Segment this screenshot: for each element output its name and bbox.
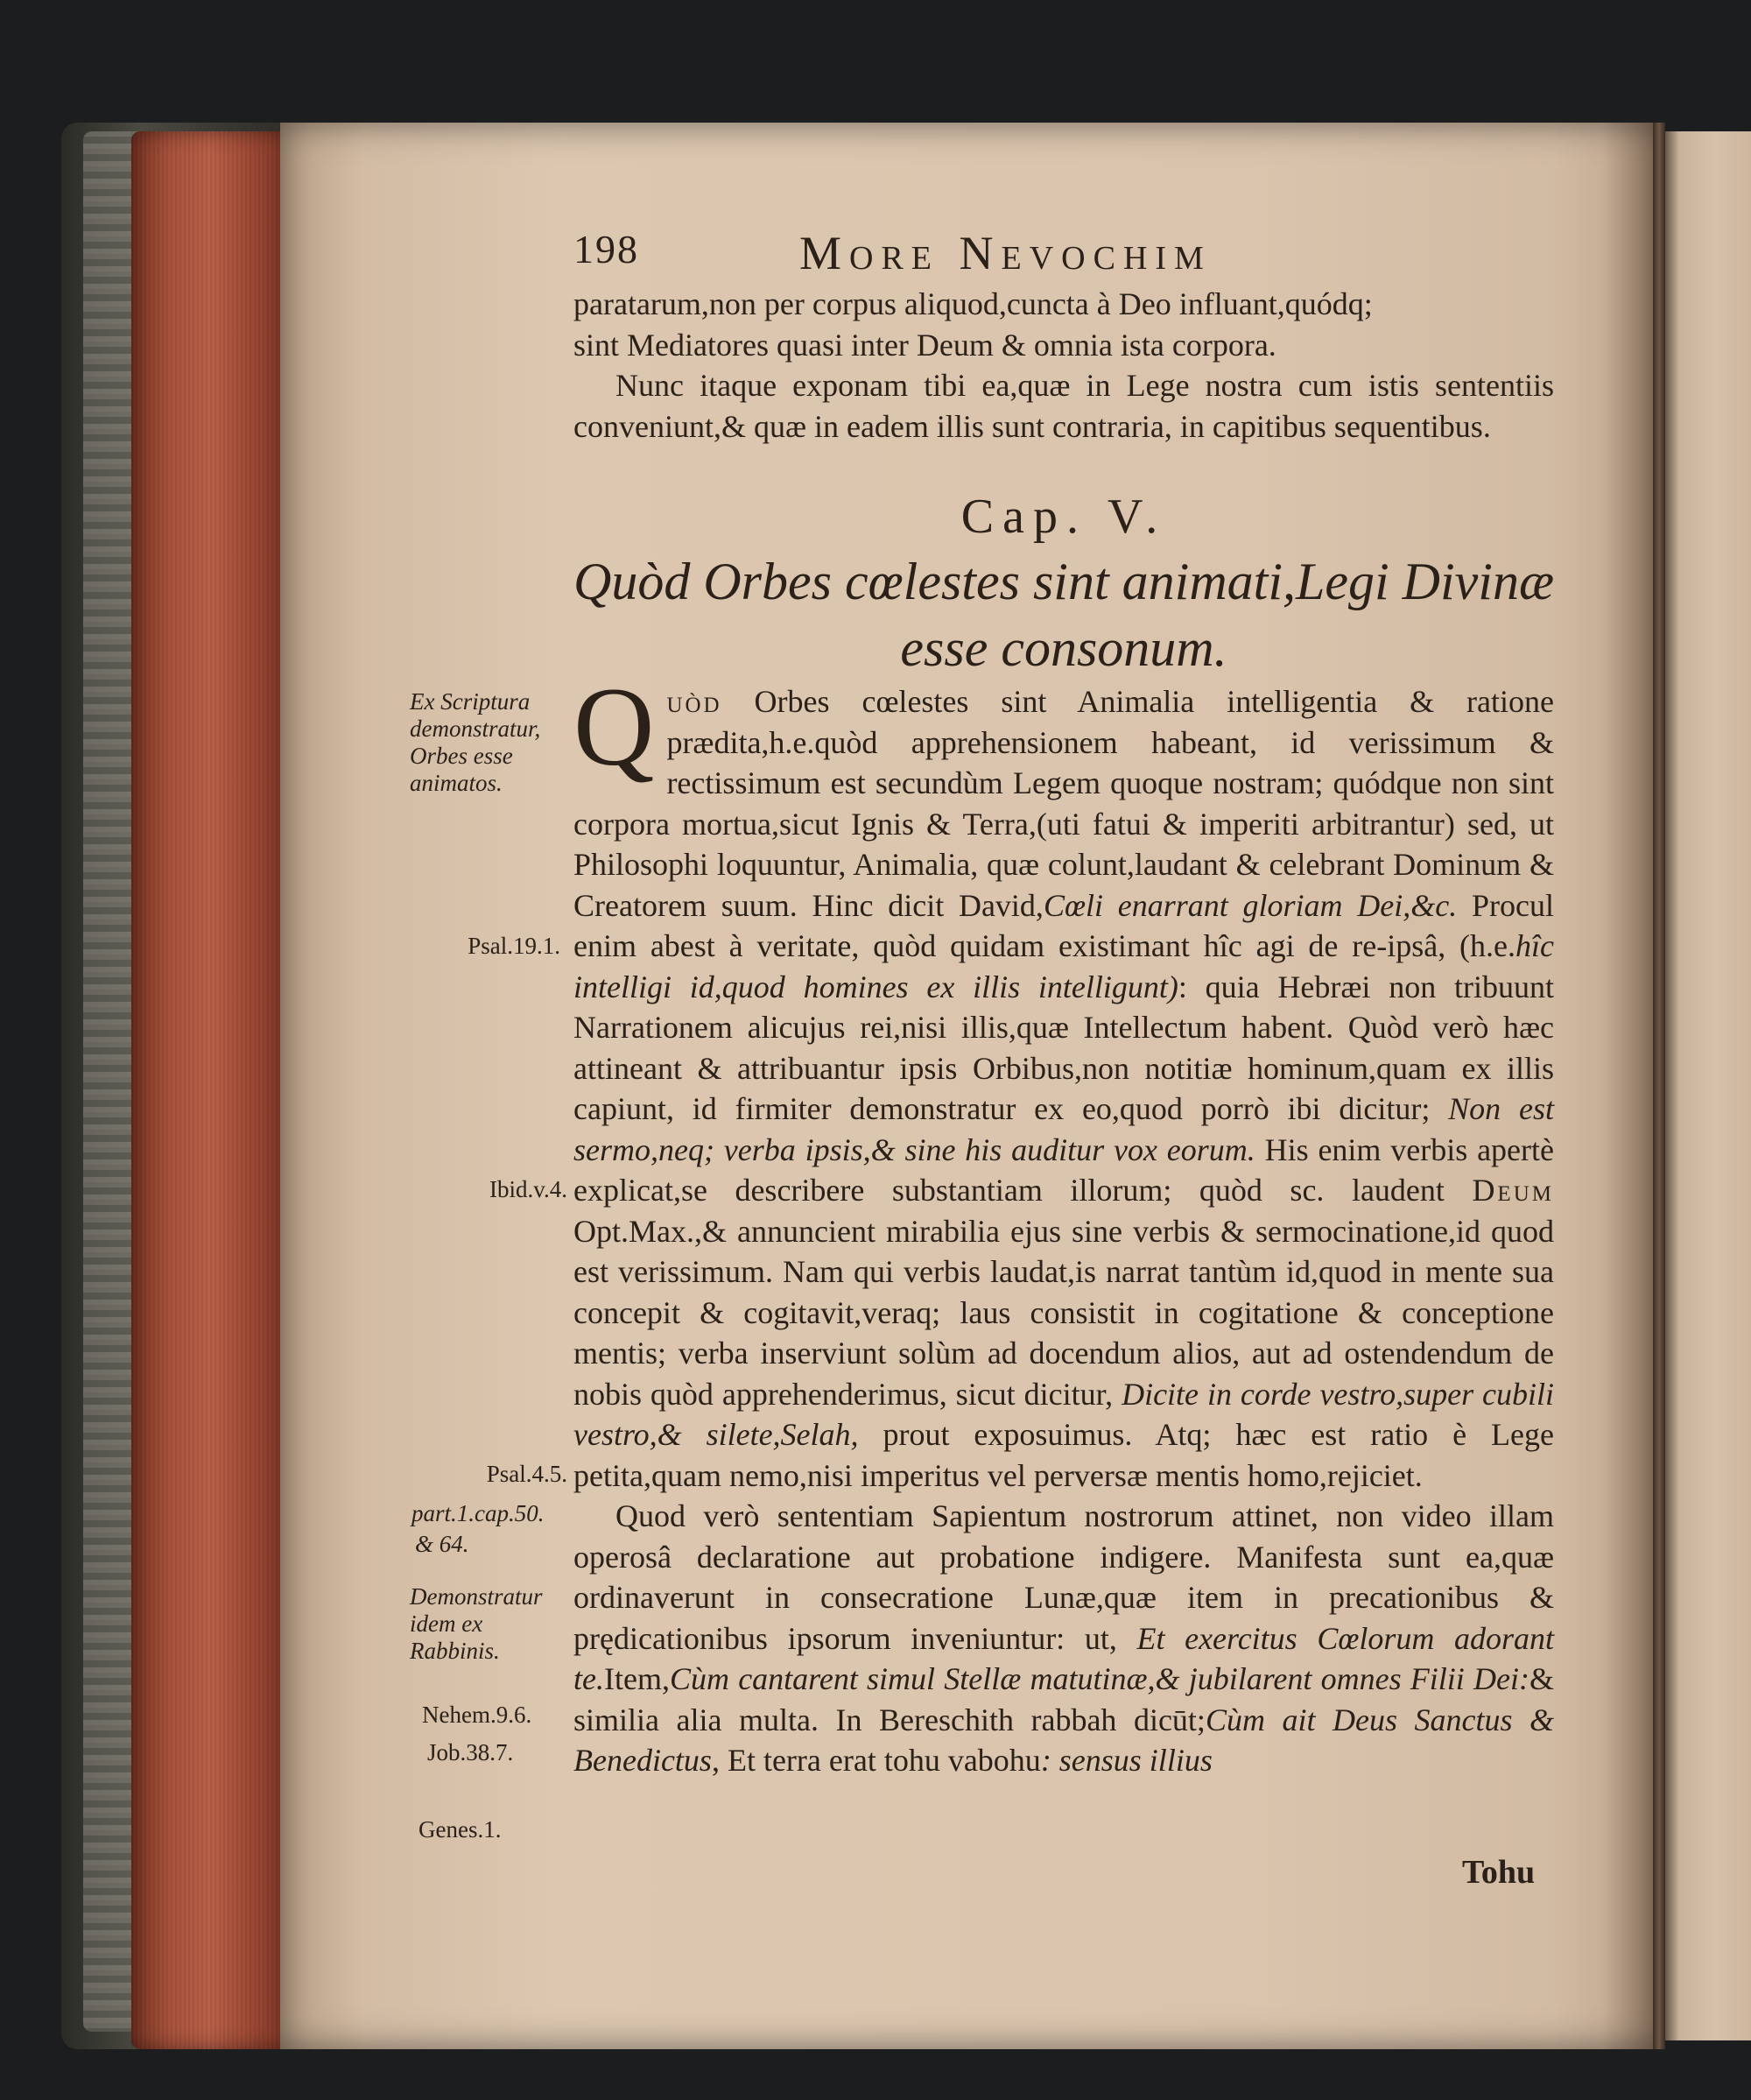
quote-intelligi: hîc intelligi id,quod homines ex illis intelligunt) — [573, 928, 1554, 1004]
intro-line-1: paratarum,non per corpus aliquod,cuncta à Deo influant,quódq; — [573, 286, 1373, 321]
paragraph-1-text-d: His enim verbis apertè explicat,se describere substantiam illorum; quòd sc. laudent — [573, 1131, 1554, 1208]
paragraph-1-text-e: Opt.Max.,& annuncient mirabilia ejus sine verbis & sermocinatione,id quod est verissimum. Nam qui verbis laudat,is narrat tantùm id,quod in mente sua concepit & cogitavit,veraq; laus consistit in cogitatione & conceptione mentis; verba inserviunt solùm ad docendum alios, aut ad ostendendum de nobis quòd apprehenderimus, sicut dicitur, — [573, 1213, 1554, 1412]
quote-cum-cantarent: Cùm cantarent simul Stellæ matutinæ,& jubilarent omnes Filii Dei: — [669, 1661, 1529, 1696]
intro-paragraph: Nunc itaque exponam tibi ea,quæ in Lege nostra cum istis sententiis conveniunt,& quæ in eadem illis sunt contraria, in capitibus sequentibus. — [573, 368, 1554, 444]
opening-small-caps: uòd — [666, 684, 722, 719]
paragraph-1-text-f: prout exposuimus. Atq; hæc est ratio è Lege petita,quam nemo,nisi imperitus vel perversæ mentis homo,rejiciet. — [573, 1417, 1554, 1493]
paragraph-2-text-b: Item, — [603, 1661, 670, 1696]
quote-dicite-in-corde: Dicite in corde vestro,super cubili vestro,& silete,Selah, — [573, 1376, 1554, 1452]
quote-non-est-sermo: Non est sermo,neq; verba ipsis,& sine his auditur vox eorum. — [573, 1091, 1554, 1167]
margin-ref-nehem: Nehem.9.6. — [422, 1702, 532, 1728]
deum-small-caps: Deum — [1472, 1173, 1554, 1208]
quote-exercitus-coelorum: Et exercitus Cœlorum adorant te. — [573, 1620, 1555, 1696]
page-number: 198 — [573, 227, 639, 271]
margin-note-rabbinis: Demonstratur idem ex Rabbinis. — [410, 1583, 543, 1664]
margin-ref-psal-4: Psal.4.5. — [486, 1461, 567, 1487]
page-header — [573, 226, 1537, 287]
quote-psalm-19: Cœli enarrant gloriam Dei,&c. — [1043, 887, 1458, 923]
intro-block — [573, 284, 1554, 447]
margin-ref-genes: Genes.1. — [418, 1816, 502, 1843]
paragraph-1-text-c: : quia Hebræi non tribuunt Narrationem alicujus rei,nisi illis,quæ Intellectum habent. Quòd verò hæc attineant & attribuantur ipsis Orbibus,non notitiæ hominum,quam ex illis capiunt, id firmiter demonstratur ex eo,quod porrò ibi dicitur; — [573, 969, 1554, 1126]
chapter-title: Quòd Orbes cœlestes sint animati,Legi Divinæ esse consonum. — [573, 553, 1554, 677]
chapter-heading: Cap. V. — [960, 490, 1167, 544]
margin-ref-part: part.1.cap.50. — [411, 1500, 545, 1526]
quote-cum-ait-deus: Cùm ait Deus Sanctus & Benedictus — [573, 1702, 1555, 1778]
margin-ref-psal-19: Psal.19.1. — [468, 933, 560, 959]
main-text — [573, 665, 1555, 1781]
margin-ref-ibid: Ibid.v.4. — [489, 1176, 567, 1202]
paragraph-2-text-d: , Et terra erat tohu vabohu — [711, 1743, 1041, 1778]
quote-sensus-illius: : sensus illius — [1040, 1743, 1213, 1778]
paragraph-1-text: Orbes cœlestes sint Animalia intelligentia & ratione prædita,h.e.quòd apprehensionem habeant, id verissimum & rectissimum est secundùm Legem quoque nostram; quódque non sint corpora mortua,sicut Ignis & Terra,(uti fatui & imperiti arbitrantur) sed, ut Philosophi loquuntur, Animalia, quæ colunt,laudant & celebrant Dominum & Creatorem suum. Hinc dicit David, — [573, 684, 1554, 923]
intro-line-2: sint Mediatores quasi inter Deum & omnia ista corpora. — [573, 327, 1276, 363]
paragraph-1 — [573, 665, 1554, 1496]
facing-page-edge — [1663, 131, 1751, 2040]
book-spine-gutter — [1653, 123, 1665, 2049]
margin-note-scriptura: Ex Scriptura demonstratur, Orbes esse animatos. — [410, 688, 541, 796]
margin-ref-and-64: & 64. — [415, 1531, 469, 1557]
paragraph-2-text-c: & similia alia multa. In Bereschith rabbah dicūt; — [573, 1661, 1554, 1737]
book-fore-edge — [131, 131, 289, 2049]
paragraph-2-text: Quod verò sententiam Sapientum nostrorum attinet, non video illam operosâ declaratione aut probatione indigere. Manifesta sunt ea,quæ ordinaverunt in consecratione Lunæ,quæ item in precationibus & prędicationibus ipsorum inveniuntur: ut, — [573, 1498, 1554, 1656]
margin-ref-job: Job.38.7. — [427, 1739, 514, 1765]
drop-cap: Q — [573, 665, 655, 789]
running-title: More Nevochim — [799, 227, 1212, 279]
paragraph-1-text-b: Procul enim abest à veritate, quòd quidam existimant hîc agi de re-ipsâ, (h.e. — [573, 887, 1554, 963]
catchword: Tohu — [1462, 1854, 1536, 1891]
paragraph-2 — [573, 1496, 1554, 1781]
